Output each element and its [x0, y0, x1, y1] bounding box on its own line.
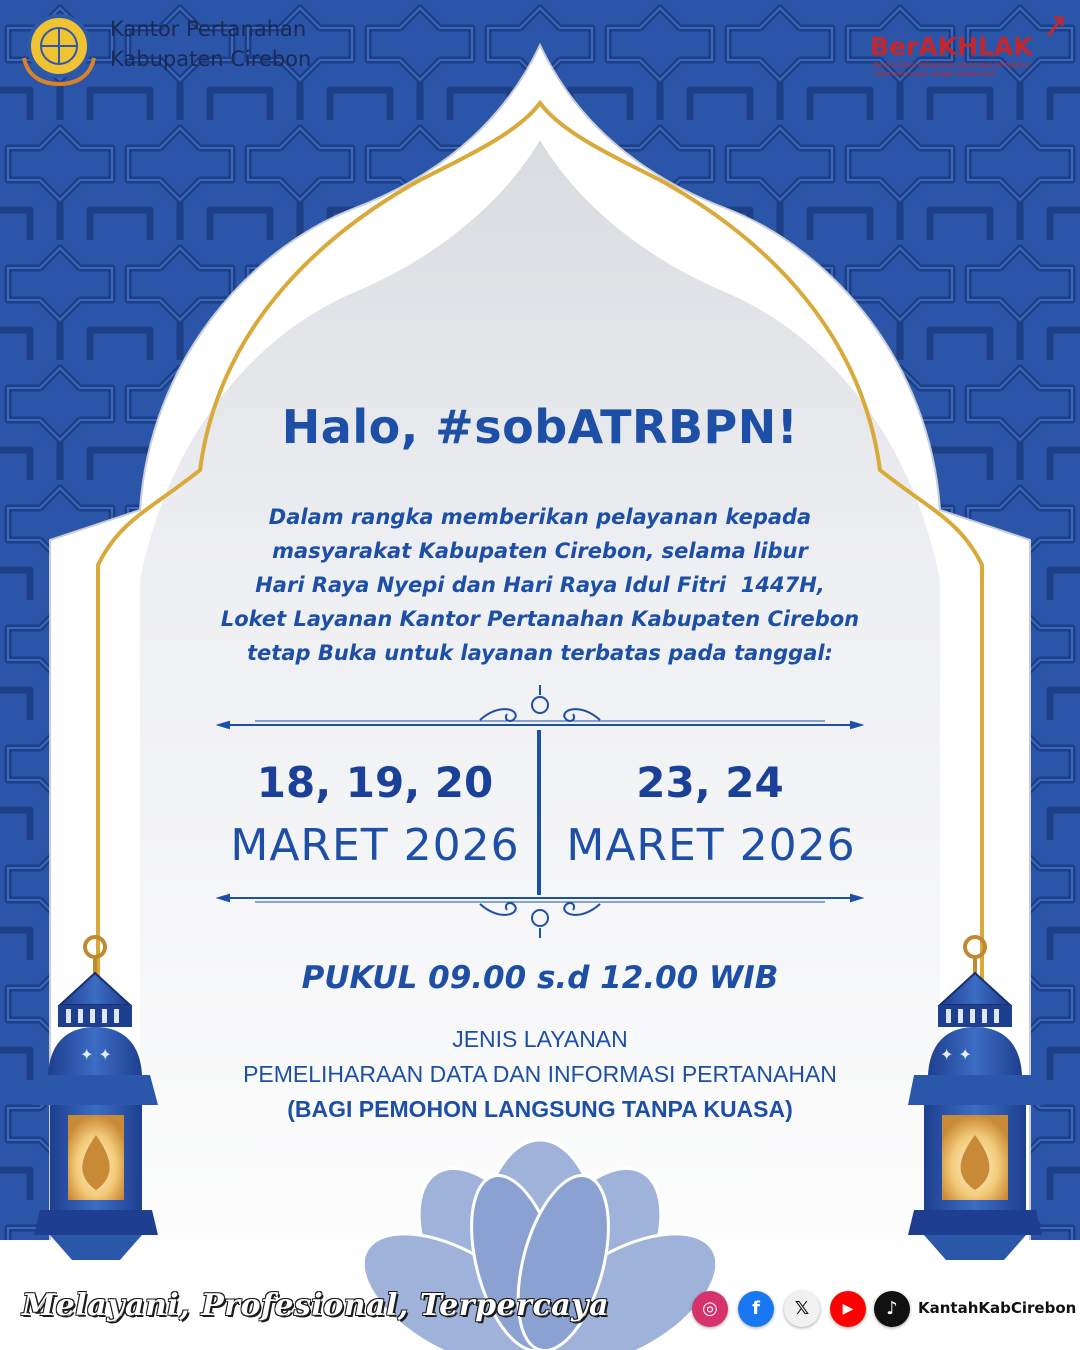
org-name-line1: Kantor Pertanahan [110, 17, 307, 41]
greeting-title: Halo, #sobATRBPN! [281, 400, 799, 454]
berakhlak-badge-title: BerAKHLAK [870, 32, 1033, 61]
service-type-note: (BAGI PEMOHON LANGSUNG TANPA KUASA) [287, 1096, 793, 1122]
berakhlak-arrow-icon [1040, 12, 1070, 42]
announcement-line: tetap Buka untuk layanan terbatas pada tanggal: [247, 641, 833, 665]
svg-text:✦ ✦: ✦ ✦ [940, 1045, 972, 1064]
motto-text: Melayani, Profesional, Terpercaya [22, 1288, 610, 1323]
org-name-line2: Kabupaten Cirebon [110, 47, 312, 71]
svg-text:✦ ✦: ✦ ✦ [80, 1045, 112, 1064]
announcement-text [0, 500, 1080, 670]
announcement-line: Hari Raya Nyepi dan Hari Raya Idul Fitri 1447H, [255, 573, 825, 597]
facebook-icon[interactable]: f [738, 1291, 774, 1327]
service-type-name: PEMELIHARAAN DATA DAN INFORMASI PERTANAHAN [243, 1061, 837, 1087]
date-days-left: 18, 19, 20 [256, 758, 494, 807]
atr-bpn-logo [14, 8, 104, 88]
instagram-icon[interactable]: ◎ [692, 1291, 728, 1327]
announcement-line: Loket Layanan Kantor Pertanahan Kabupaten Cirebon [220, 607, 860, 631]
date-ornament-frame [215, 680, 865, 940]
announcement-line: Dalam rangka memberikan pelayanan kepada [268, 505, 812, 529]
x-icon[interactable]: 𝕏 [784, 1291, 820, 1327]
service-type-label: JENIS LAYANAN [452, 1026, 628, 1052]
date-days-right: 23, 24 [636, 758, 784, 807]
tiktok-icon[interactable]: ♪ [874, 1291, 910, 1327]
social-handle: KantahKabCirebon [918, 1299, 1077, 1317]
berakhlak-badge-subtitle: Berorientasi Pelayanan Akuntabel Kompeten Harmonis Loyal Adaptif Kolaboratif [874, 61, 1030, 78]
announcement-line: masyarakat Kabupaten Cirebon, selama libur [272, 539, 808, 563]
service-hours: PUKUL 09.00 s.d 12.00 WIB [301, 960, 779, 996]
date-month-right: MARET 2026 [566, 820, 856, 871]
youtube-icon[interactable]: ▶ [830, 1291, 866, 1327]
date-month-left: MARET 2026 [230, 820, 520, 871]
org-name [110, 14, 311, 74]
